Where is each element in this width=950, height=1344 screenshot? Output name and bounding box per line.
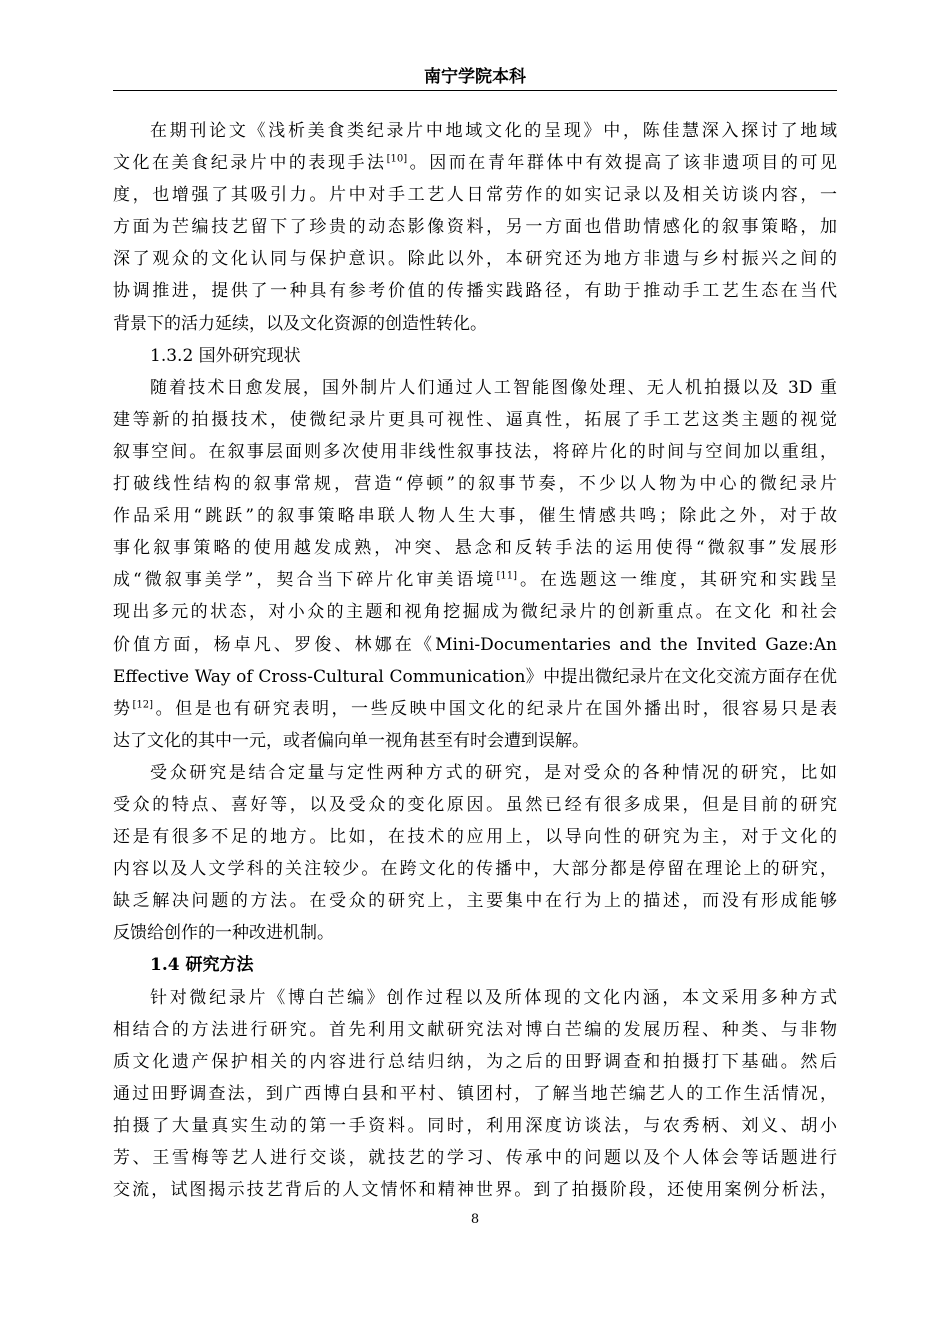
- text-line: [113, 757, 837, 789]
- text-line: [113, 629, 837, 661]
- line-text: 针对微纪录片《博白芒编》创作过程以及所体现的文化内涵，本文采用多种方式: [150, 987, 837, 1008]
- text-line: [113, 853, 837, 885]
- text-line: [113, 1046, 837, 1078]
- line-text: 芳、王雪梅等艺人进行交谈，就技艺的学习、传承中的问题以及个人体会等话题进行: [113, 1148, 837, 1168]
- text-line: [113, 1174, 837, 1206]
- text-line: [113, 115, 837, 147]
- line-text-continued: 。在选题这一维度，其研究和实践呈: [516, 570, 838, 591]
- document-body: [113, 115, 837, 1206]
- text-line: [113, 372, 837, 404]
- citation-ref: [10]: [386, 153, 408, 165]
- text-line: [113, 917, 837, 949]
- line-text: 建等新的拍摄技术，使微纪录片更具可视性、逼真性，拓展了手工艺这类主题的视觉: [113, 409, 837, 430]
- text-line: [113, 275, 837, 307]
- line-text: 现出多元的状态，对小众的主题和视角挖掘成为微纪录片的创新重点。在文化 和社会: [113, 602, 837, 623]
- line-text: 成“微叙事美学”，契合当下碎片化审美语境: [113, 570, 497, 591]
- text-line: [113, 885, 837, 917]
- text-line: [113, 500, 837, 532]
- line-text: 反馈给创作的一种改进机制。: [113, 923, 334, 944]
- text-line: [113, 211, 837, 243]
- line-text: 方面为芒编技艺留下了珍贵的动态影像资料，另一方面也借助情感化的叙事策略，加: [113, 217, 837, 238]
- text-line: [113, 564, 837, 596]
- text-line: [113, 789, 837, 821]
- text-line: [113, 179, 837, 211]
- line-text: 打破线性结构的叙事常规，营造“停顿”的叙事节奏，不少以人物为中心的微纪录片: [113, 474, 837, 495]
- text-line: [113, 532, 837, 564]
- text-line: [113, 725, 837, 757]
- line-text: 叙事空间。在叙事层面则多次使用非线性叙事技法，将碎片化的时间与空间加以重组，: [113, 441, 837, 462]
- line-text: 深了观众的文化认同与保护意识。除此以外，本研究还为地方非遗与乡村振兴之间的: [113, 249, 837, 270]
- line-text: 通过田野调查法，到广西博白县和平村、镇团村，了解当地芒编艺人的工作生活情况，: [113, 1083, 837, 1104]
- line-text: 1.3.2 国外研究现状: [150, 345, 301, 366]
- line-text: 相结合的方法进行研究。首先利用文献研究法对博白芒编的发展历程、种类、与非物: [113, 1019, 837, 1040]
- line-text: 拍摄了大量真实生动的第一手资料。同时，利用深度访谈法，与农秀柄、刘义、胡小: [113, 1115, 837, 1136]
- text-line: [113, 661, 837, 693]
- line-text-continued: 。因而在青年群体中有效提高了该非遗项目的可见: [407, 153, 838, 174]
- line-text: 达了文化的其中一元，或者偏向单一视角甚至有时会遭到误解。: [113, 730, 589, 751]
- text-line: [113, 147, 837, 179]
- text-line: [113, 243, 837, 275]
- text-line: [113, 1078, 837, 1110]
- header-divider: [113, 90, 837, 91]
- citation-ref: [11]: [496, 570, 517, 582]
- line-text: 事化叙事策略的使用越发成熟，冲突、悬念和反转手法的运用使得“微叙事”发展形: [113, 538, 837, 559]
- text-line: [113, 1142, 837, 1174]
- line-text: Effective Way of Cross-Cultural Communication》中提出微纪录片在文化交流方面存在优: [113, 666, 837, 687]
- citation-ref: [12]: [132, 699, 154, 711]
- text-line: [113, 404, 837, 436]
- line-text: 势: [113, 698, 133, 719]
- line-text: 度，也增强了其吸引力。片中对手工艺人日常劳作的如实记录以及相关访谈内容，一: [113, 185, 837, 206]
- text-line: [113, 596, 837, 628]
- section-heading: [113, 949, 837, 981]
- page-header: 南宁学院本科: [424, 67, 526, 87]
- line-text: 质文化遗产保护相关的内容进行总结归纳，为之后的田野调查和拍摄打下基础。然后: [113, 1051, 837, 1072]
- line-text: 文化在美食纪录片中的表现手法: [113, 153, 387, 174]
- line-text: 内容以及人文学科的关注较少。在跨文化的传播中，大部分都是停留在理论上的研究，: [113, 859, 837, 880]
- text-line: [113, 982, 837, 1014]
- line-text: 作品采用“跳跃”的叙事策略串联人物人生大事，催生情感共鸣；除此之外，对于故: [113, 506, 837, 527]
- line-text-continued: 。但是也有研究表明，一些反映中国文化的纪录片在国外播出时，很容易只是表: [153, 698, 838, 719]
- line-text: 价值方面，杨卓凡、罗俊、林娜在《Mini-Documentaries and the Invited Gaze:An: [113, 634, 837, 655]
- line-text: 交流，试图揭示技艺背后的人文情怀和精神世界。到了拍摄阶段，还使用案例分析法，: [113, 1180, 837, 1201]
- text-line: [113, 1110, 837, 1142]
- line-text: 还是有很多不足的地方。比如，在技术的应用上，以导向性的研究为主，对于文化的: [113, 827, 837, 848]
- text-line: [113, 821, 837, 853]
- page-number: 8: [470, 1212, 480, 1227]
- text-line: [113, 1014, 837, 1046]
- line-text: 1.4 研究方法: [150, 955, 254, 976]
- line-text: 受众研究是结合定量与定性两种方式的研究，是对受众的各种情况的研究，比如: [150, 762, 837, 783]
- line-text: 协调推进，提供了一种具有参考价值的传播实践路径，有助于推动手工艺生态在当代: [113, 281, 837, 302]
- line-text: 缺乏解决问题的方法。在受众的研究上，主要集中在行为上的描述，而没有形成能够: [113, 891, 837, 912]
- line-text: 在期刊论文《浅析美食类纪录片中地域文化的呈现》中，陈佳慧深入探讨了地域: [150, 121, 837, 141]
- line-text: 随着技术日愈发展，国外制片人们通过人工智能图像处理、无人机拍摄以及 3D 重: [150, 377, 837, 398]
- text-line: [113, 308, 837, 340]
- line-text: 受众的特点、喜好等，以及受众的变化原因。虽然已经有很多成果，但是目前的研究: [113, 794, 837, 815]
- text-line: [113, 340, 837, 372]
- line-text: 背景下的活力延续，以及文化资源的创造性转化。: [113, 313, 487, 334]
- text-line: [113, 693, 837, 725]
- text-line: [113, 468, 837, 500]
- text-line: [113, 436, 837, 468]
